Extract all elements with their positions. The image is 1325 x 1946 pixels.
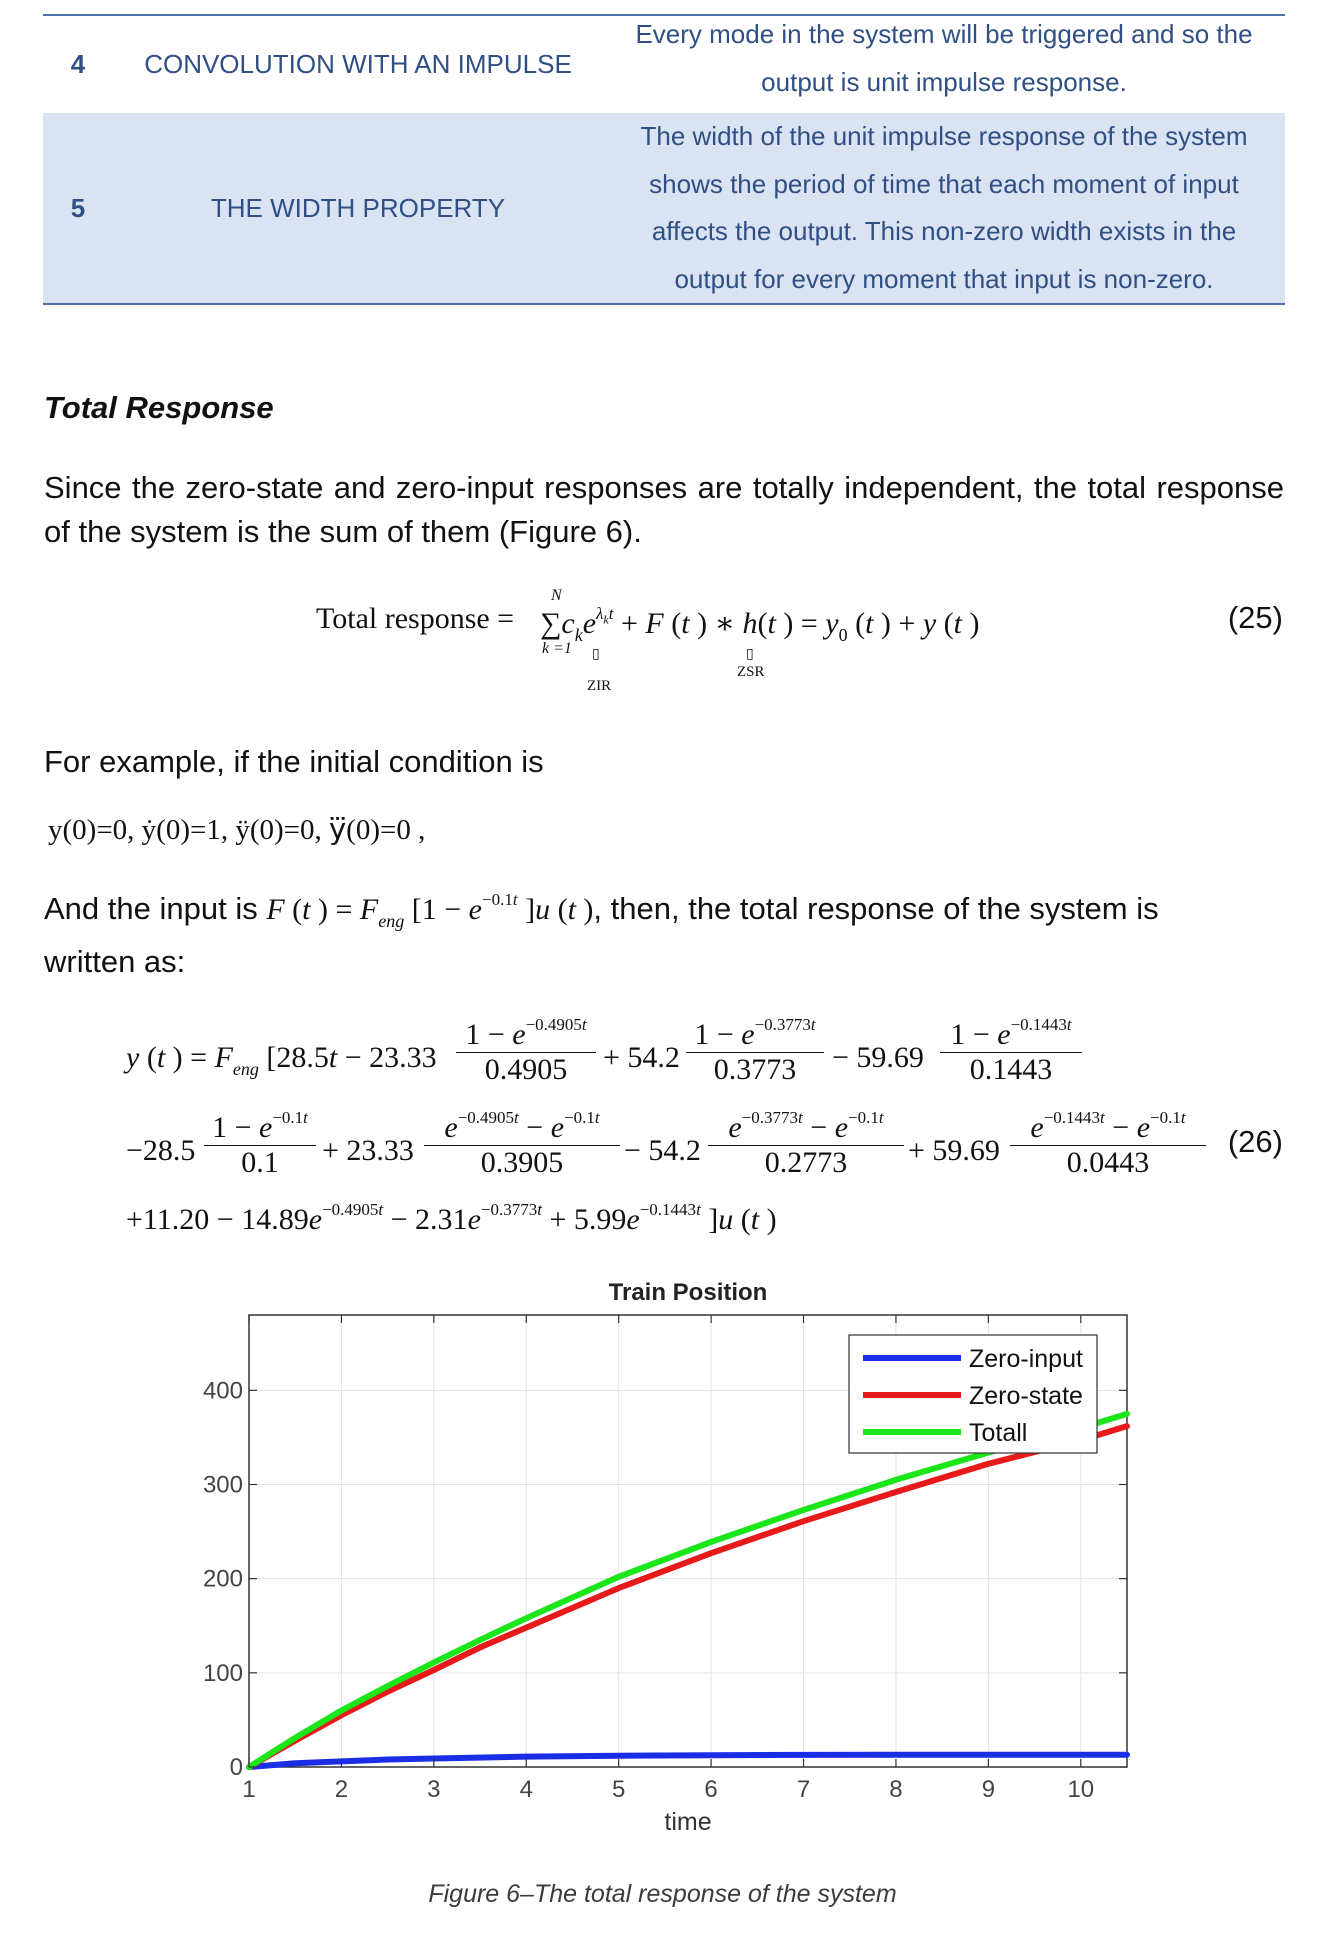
x-tick-label: 6 [704,1776,718,1803]
series-line-zero-state [249,1426,1127,1767]
paragraph: And the input is F (t ) = $F_{eng}$ [$1 - e^{-0.1t}$ ]u (t ), then, the total response of the system is [44,890,1159,931]
row-name: CONVOLUTION WITH AN IMPULSE [144,49,572,79]
row-description: Every mode in the system will be triggered and so the output is unit impulse response. [635,19,1253,97]
y-tick-label: 400 [202,1377,243,1405]
y-tick-label: 300 [202,1471,243,1499]
y-tick-label: 200 [202,1565,243,1593]
table-row [43,113,1285,303]
section-heading: Total Response [44,390,274,425]
paragraph: For example, if the initial condition is [44,744,544,779]
x-tick-label: 5 [612,1776,626,1803]
paragraph: written as: [44,944,186,979]
x-tick-label: 9 [981,1776,996,1803]
y-tick-label: 100 [202,1659,243,1687]
x-tick-label: 3 [427,1776,441,1803]
paragraph: Since the zero-state and zero-input responses are totally independent, the total response of the system is the sum of them (Figure 6). [44,470,1284,549]
row-number: 5 [70,192,86,223]
property-table [43,14,1285,305]
eq-lhs: Total response = [316,602,515,635]
series-line-totall [249,1414,1127,1767]
sum-lower: k =1 [542,640,572,657]
x-tick-label: 10 [1067,1776,1095,1803]
chart-legend [849,1335,1097,1453]
row-name: THE WIDTH PROPERTY [210,192,506,223]
initial-condition: y(0)=0, ẏ(0)=1, ÿ(0)=0, y⃛(0)=0 , [48,814,426,846]
legend-entry: Totall [969,1419,1028,1447]
x-tick-label: 7 [796,1776,811,1803]
figure-caption: Figure 6–The total response of the system [428,1880,897,1908]
row-description: The width of the unit impulse response of the system shows the period of time that each moment of input affects the output. This non-zero width exists in the output for every moment that input is non-zero. [640,121,1248,294]
series-line-zero-input [249,1755,1127,1767]
train-position-chart [0,1270,1325,1830]
equation-number: (25) [1227,600,1283,635]
x-tick-label: 1 [242,1776,256,1803]
legend-entry: Zero-state [969,1382,1083,1410]
x-tick-label: 8 [889,1776,903,1803]
table-row [43,16,1285,113]
x-axis-label: time [664,1808,712,1830]
sum-upper: N [551,587,562,604]
input-formula: F (t ) = $F_{eng}$ [$1 - e^{-0.1t}$ ]u (t ) [266,890,594,931]
brace-icon: ▯ [746,647,754,662]
row-number: 4 [70,49,86,79]
x-tick-label: 4 [519,1776,533,1803]
chart-title: Train Position [608,1279,768,1306]
legend-entry: Zero-input [969,1345,1083,1373]
zir-label: ZIR [587,678,612,694]
brace-icon: ▯ [592,647,600,662]
zsr-label: ZSR [737,664,765,680]
equation-number: (26) [1227,1124,1283,1159]
y-tick-label: 0 [229,1754,243,1781]
x-tick-label: 2 [334,1776,349,1803]
eq-body: $\sum c_ke^{\lambda_kt} + F$ (t ) ∗ h(t ) = $y_0$ (t ) + y (t ) [540,604,980,645]
